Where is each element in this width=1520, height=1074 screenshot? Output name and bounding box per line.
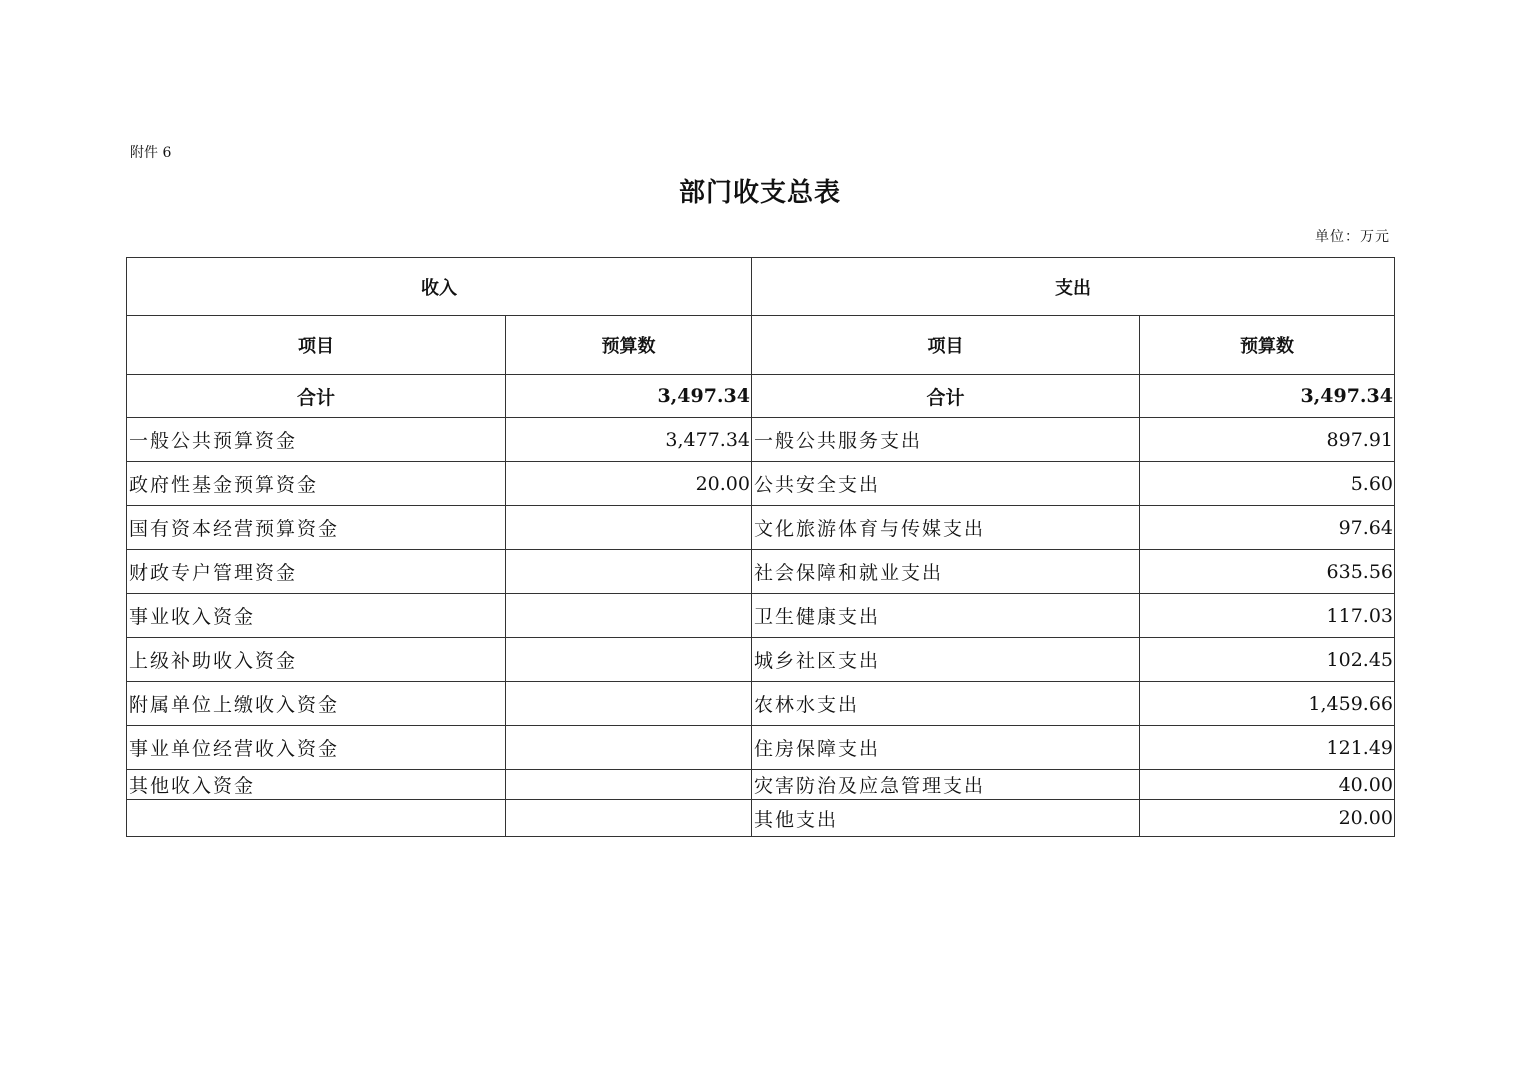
expense-item: 住房保障支出 [752,726,1140,770]
income-item: 事业收入资金 [127,594,506,638]
table-row [127,506,1395,550]
income-item: 国有资本经营预算资金 [127,506,506,550]
expense-amount: 121.49 [1140,726,1395,770]
income-amount [506,594,752,638]
income-amount [506,726,752,770]
income-item: 附属单位上缴收入资金 [127,682,506,726]
expense-amount: 5.60 [1140,462,1395,506]
attachment-label: 附件 6 [130,145,172,161]
income-item: 一般公共预算资金 [127,418,506,462]
income-total-amount: 3,497.34 [506,375,752,418]
income-amount [506,506,752,550]
expense-total-label: 合计 [752,375,1140,418]
income-budget-header: 预算数 [506,316,752,375]
expense-item: 卫生健康支出 [752,594,1140,638]
table-row [127,638,1395,682]
expense-item: 一般公共服务支出 [752,418,1140,462]
income-total-label: 合计 [127,375,506,418]
expense-section-header: 支出 [752,258,1395,316]
table-row [127,550,1395,594]
table-row [127,594,1395,638]
column-header-row [127,316,1395,375]
expense-amount: 97.64 [1140,506,1395,550]
unit-label: 单位：万元 [1315,229,1390,245]
expense-amount: 1,459.66 [1140,682,1395,726]
table-row [127,726,1395,770]
income-item: 其他收入资金 [127,770,506,800]
expense-amount: 102.45 [1140,638,1395,682]
expense-amount: 897.91 [1140,418,1395,462]
section-header-row [127,258,1395,316]
income-item: 政府性基金预算资金 [127,462,506,506]
expense-item-header: 项目 [752,316,1140,375]
income-amount [506,550,752,594]
table-row [127,418,1395,462]
table-row [127,770,1395,800]
income-amount [506,800,752,837]
expense-item: 农林水支出 [752,682,1140,726]
income-item: 财政专户管理资金 [127,550,506,594]
total-row [127,375,1395,418]
income-amount [506,770,752,800]
expense-amount: 635.56 [1140,550,1395,594]
income-item: 事业单位经营收入资金 [127,726,506,770]
expense-total-amount: 3,497.34 [1140,375,1395,418]
budget-table [126,257,1395,837]
page-title: 部门收支总表 [678,178,841,208]
table-row [127,462,1395,506]
income-item: 上级补助收入资金 [127,638,506,682]
expense-budget-header: 预算数 [1140,316,1395,375]
income-section-header: 收入 [127,258,752,316]
income-item [127,800,506,837]
income-item-header: 项目 [127,316,506,375]
expense-item: 文化旅游体育与传媒支出 [752,506,1140,550]
income-amount: 20.00 [506,462,752,506]
expense-item: 其他支出 [752,800,1140,837]
expense-item: 城乡社区支出 [752,638,1140,682]
expense-amount: 40.00 [1140,770,1395,800]
income-amount [506,638,752,682]
expense-item: 灾害防治及应急管理支出 [752,770,1140,800]
expense-amount: 117.03 [1140,594,1395,638]
table-row [127,682,1395,726]
income-amount [506,682,752,726]
expense-item: 社会保障和就业支出 [752,550,1140,594]
table-row [127,800,1395,837]
expense-item: 公共安全支出 [752,462,1140,506]
expense-amount: 20.00 [1140,800,1395,837]
income-amount: 3,477.34 [506,418,752,462]
